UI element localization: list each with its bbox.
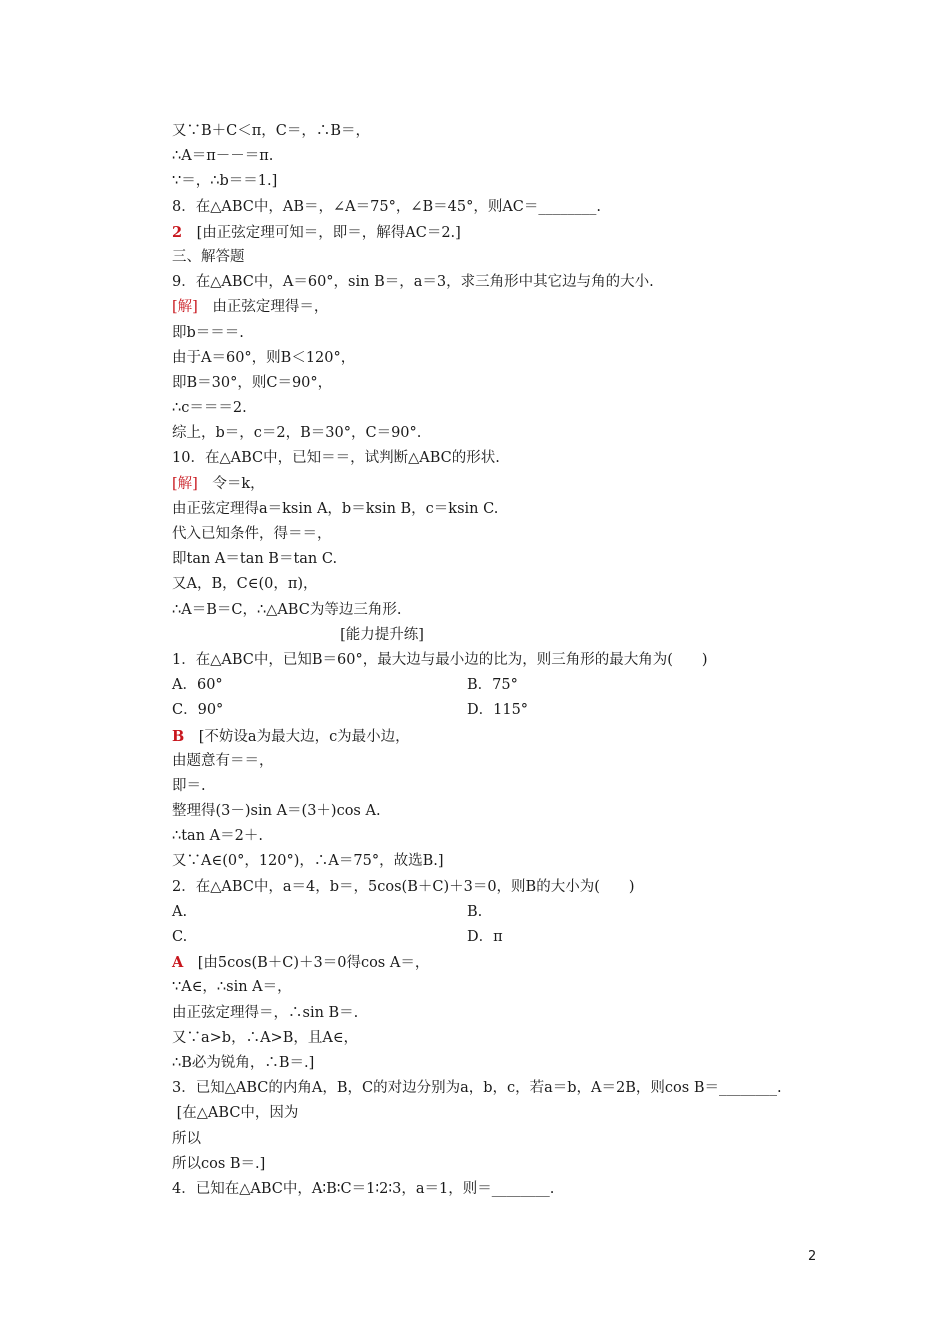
- question-4: 4．已知在△ABC中，A∶B∶C＝1∶2∶3，a＝1，则＝________.: [172, 1180, 555, 1197]
- answer-text: [由5cos(B＋C)＋3＝0得cos A＝，: [183, 955, 430, 972]
- solution-10: [172, 472, 822, 497]
- options-row: [172, 900, 822, 925]
- text-line: ∵A∈，∴sin A＝，: [172, 979, 292, 996]
- option-c: C．90°: [172, 702, 224, 719]
- text-line: 即b＝＝＝.: [172, 324, 244, 341]
- answer-text: [不妨设a为最大边，c为最小边，: [184, 728, 410, 745]
- question-1: 1．在△ABC中，已知B＝60°，最大边与最小边的比为，则三角形的最大角为( ): [172, 651, 708, 668]
- text-line: 整理得(3－)sin A＝(3＋)cos A.: [172, 803, 381, 820]
- option-d: D．π: [467, 929, 503, 945]
- option-a: A．60°: [172, 677, 223, 694]
- solution-text: 由正弦定理得＝，: [197, 299, 329, 316]
- question-8: 8．在△ABC中，AB＝，∠A＝75°，∠B＝45°，则AC＝________.: [172, 198, 601, 215]
- text-line: ∴A＝B＝C，∴△ABC为等边三角形.: [172, 601, 402, 618]
- text-line: 由题意有＝＝，: [172, 752, 274, 769]
- answer-key: 2: [172, 223, 183, 241]
- options-row: [172, 698, 822, 723]
- text-line: [在△ABC中，因为: [172, 1105, 299, 1122]
- text-line: 又A，B，C∈(0，π)，: [172, 576, 318, 593]
- option-b: B．75°: [467, 677, 518, 694]
- answer-1: [172, 724, 822, 749]
- text-line: 由于A＝60°，则B＜120°，: [172, 349, 356, 366]
- answer-key: B: [172, 727, 185, 745]
- options-row: [172, 925, 822, 950]
- answer-text: [由正弦定理可知＝，即＝，解得AC＝2.]: [182, 224, 461, 241]
- text-line: 所以cos B＝.]: [172, 1155, 266, 1172]
- option-a: A.: [172, 903, 188, 920]
- option-b: B.: [467, 903, 483, 920]
- question-3: 3．已知△ABC的内角A，B，C的对边分别为a，b，c，若a＝b，A＝2B，则cos B＝________.: [172, 1080, 782, 1097]
- text-line: ∴B必为锐角，∴B＝.]: [172, 1054, 315, 1071]
- text-line: ∴tan A＝2＋.: [172, 828, 263, 845]
- text-line: 所以: [172, 1130, 201, 1147]
- text-line: 由正弦定理得a＝ksin A，b＝ksin B，c＝ksin C.: [172, 500, 499, 517]
- text-line: 又∵A∈(0°，120°)，∴A＝75°，故选B.]: [172, 853, 444, 870]
- text-line: 即B＝30°，则C＝90°，: [172, 374, 333, 391]
- text-line: 又∵a>b，∴A>B，且A∈，: [172, 1029, 359, 1046]
- option-d: D．115°: [467, 702, 529, 719]
- answer-8: [172, 220, 822, 245]
- text-line: 综上，b＝，c＝2，B＝30°，C＝90°.: [172, 425, 422, 442]
- text-line: ∴c＝＝＝2.: [172, 400, 247, 417]
- solution-9: [172, 295, 822, 320]
- text-line: 由正弦定理得＝，∴sin B＝.: [172, 1004, 359, 1021]
- text-line: ∵＝，∴b＝＝1.]: [172, 173, 278, 190]
- text-line: 即tan A＝tan B＝tan C.: [172, 551, 338, 568]
- text-line: 即＝.: [172, 777, 206, 794]
- page-number: 2: [808, 1249, 817, 1264]
- question-9: 9．在△ABC中，A＝60°，sin B＝，a＝3，求三角形中其它边与角的大小.: [172, 274, 654, 291]
- solution-tag: [解]: [172, 299, 198, 316]
- solution-tag: [解]: [172, 475, 198, 492]
- answer-key: A: [172, 954, 184, 972]
- text-line: ∴A＝π－－＝π.: [172, 148, 274, 165]
- options-row: [172, 673, 822, 698]
- text-line: 代入已知条件，得＝＝，: [172, 526, 332, 542]
- page-content: [172, 119, 822, 1202]
- option-c: C.: [172, 929, 188, 945]
- text-line: 又∵B＋C＜π，C＝，∴B＝，: [172, 123, 371, 139]
- question-2: 2．在△ABC中，a＝4，b＝，5cos(B＋C)＋3＝0，则B的大小为( ): [172, 878, 635, 895]
- question-10: 10．在△ABC中，已知＝＝，试判断△ABC的形状.: [172, 450, 500, 467]
- section-heading: 三、解答题: [172, 248, 245, 265]
- section-heading-ability: [能力提升练]: [340, 626, 424, 643]
- answer-2: [172, 950, 822, 975]
- solution-text: 令＝k，: [197, 475, 265, 492]
